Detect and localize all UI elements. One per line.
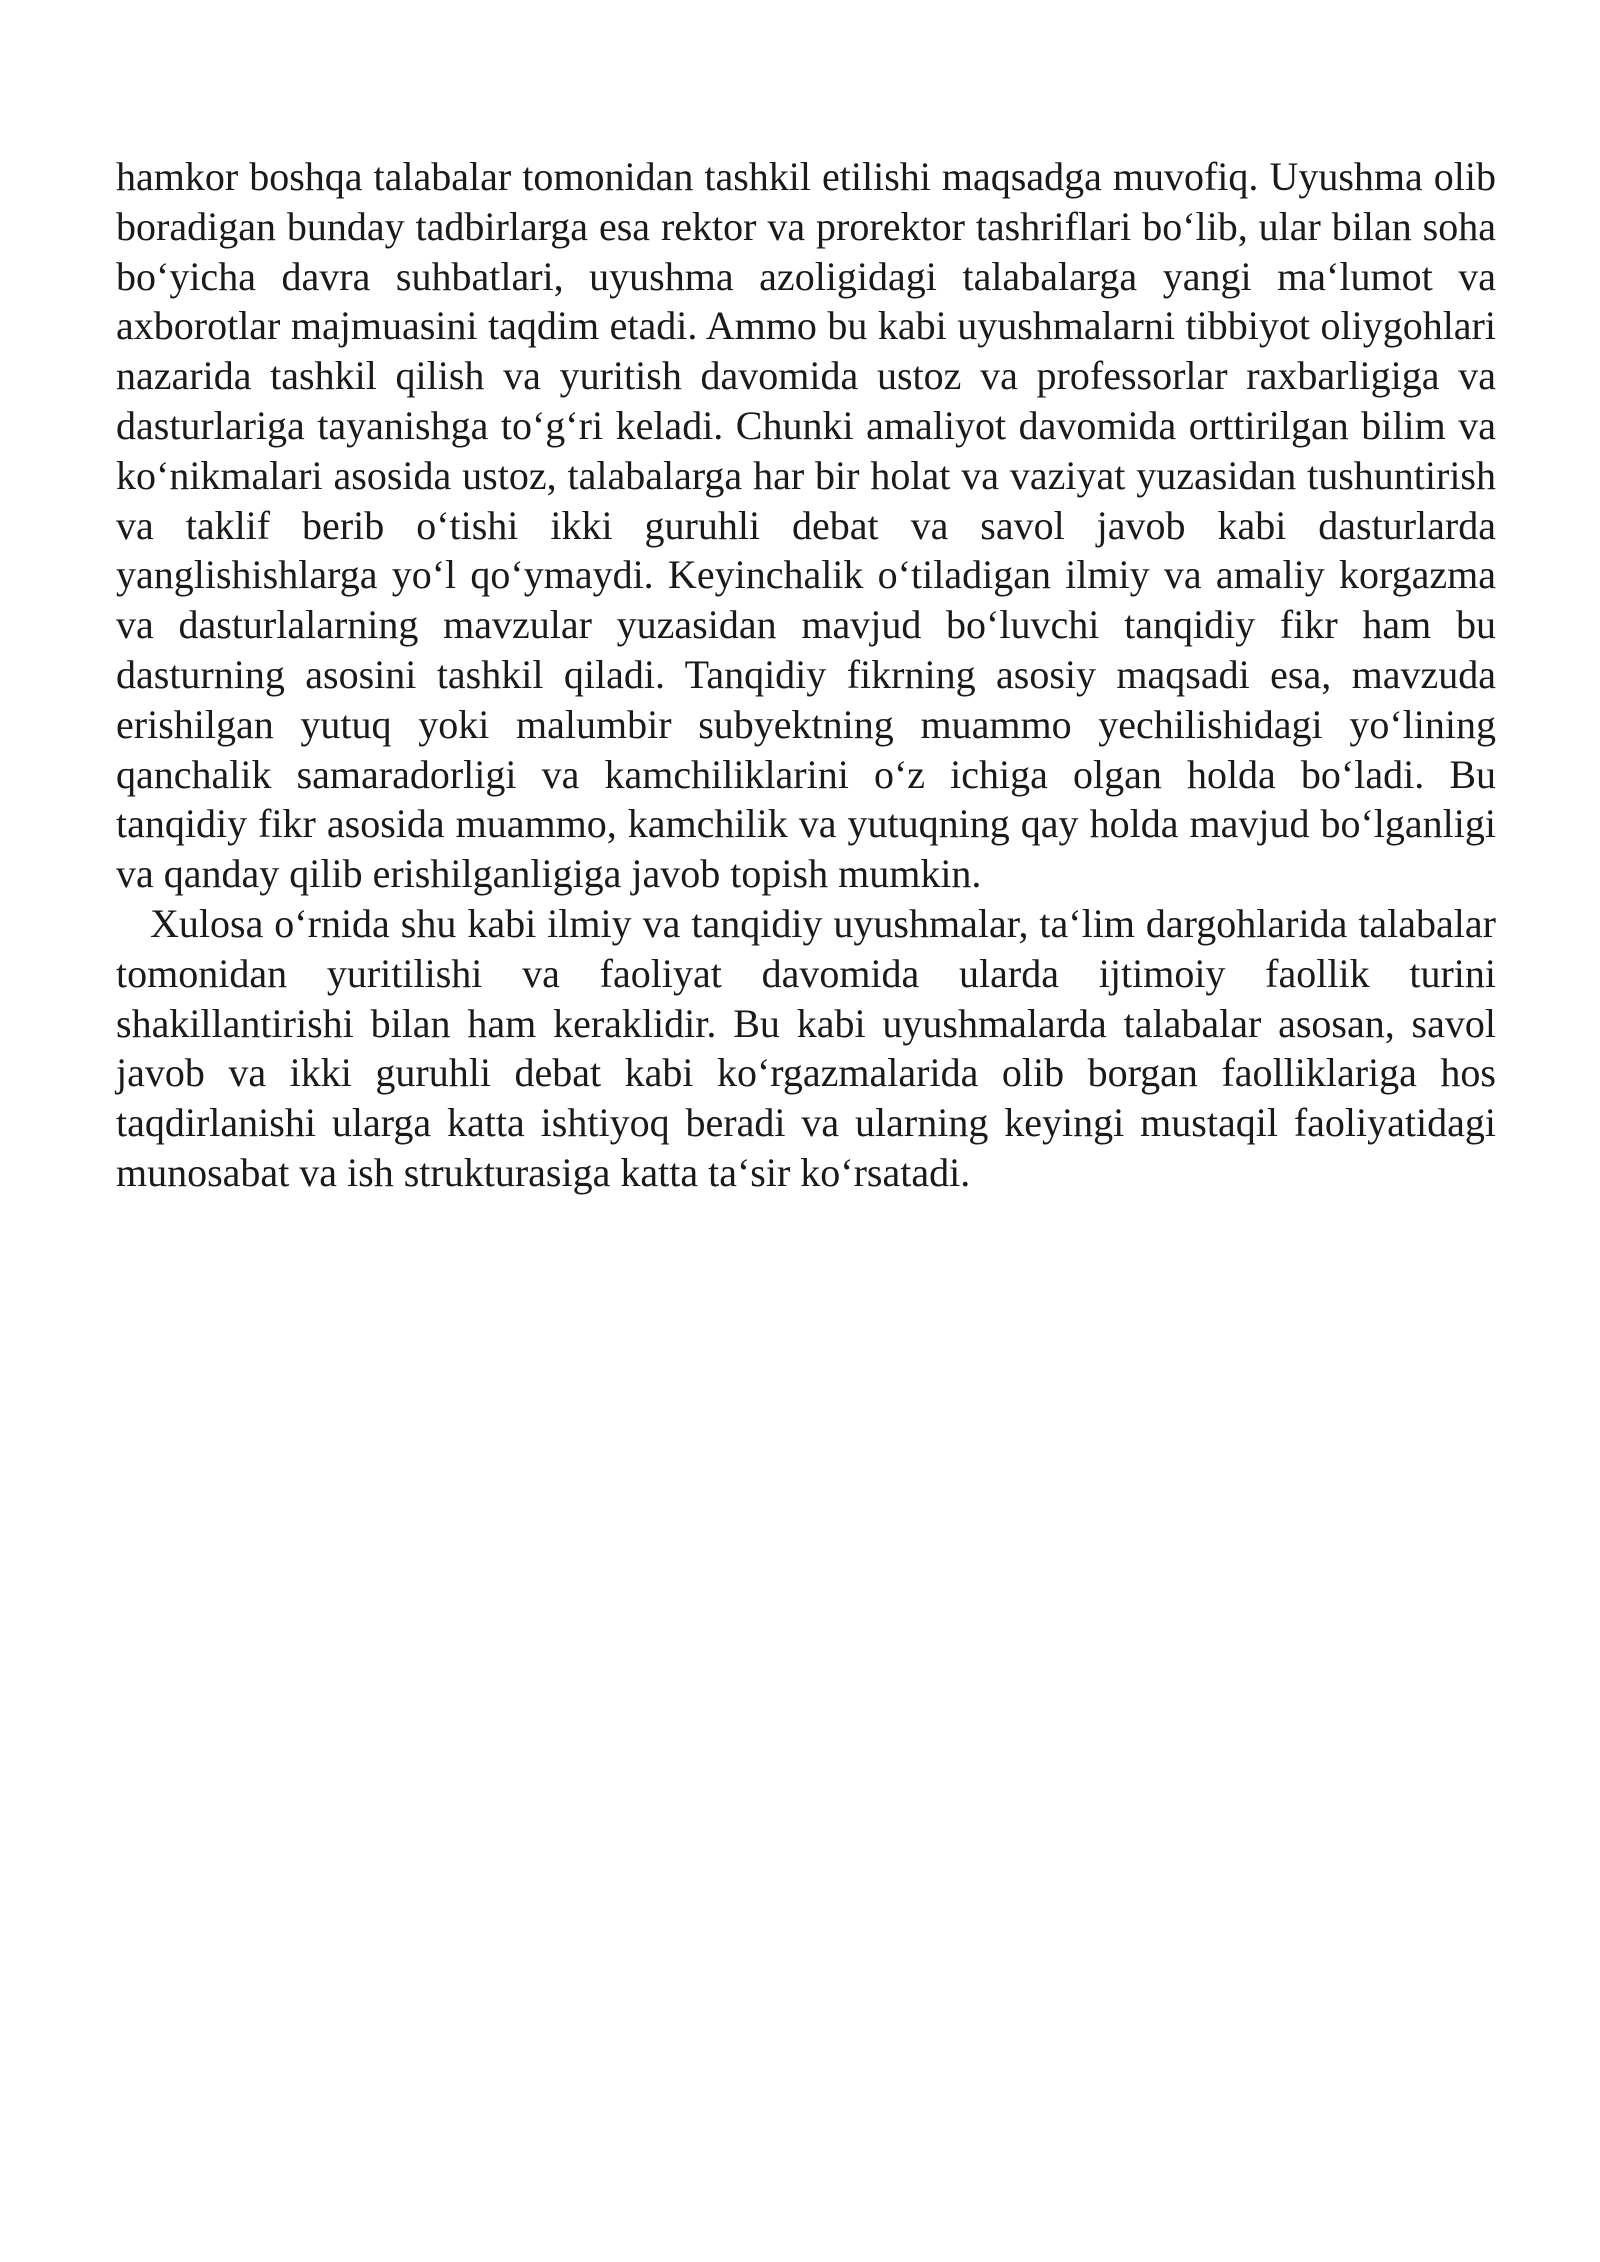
- paragraph-conclusion: Xulosa o‘rnida shu kabi ilmiy va tanqidiy uyushmalar, ta‘lim dargohlarida talabalar tomonidan yuritilishi va faoliyat davomida ularda ijtimoiy faollik turini shakillantirishi bilan ham keraklidir. Bu kabi uyushmalarda talabalar asosan, savol javob va ikki guruhli debat kabi ko‘rgazmalarida olib borgan faolliklariga hos taqdirlanishi ularga katta ishtiyoq beradi va ularning keyingi mustaqil faoliyatidagi munosabat va ish strukturasiga katta ta‘sir ko‘rsatadi.: [116, 900, 1496, 1195]
- body-text: [116, 152, 1496, 1198]
- paragraph-continued: hamkor boshqa talabalar tomonidan tashkil etilishi maqsadga muvofiq. Uyushma olib boradigan bunday tadbirlarga esa rektor va prorektor tashriflari bo‘lib, ular bilan soha bo‘yicha davra suhbatlari, uyushma azoligidagi talabalarga yangi ma‘lumot va axborotlar majmuasini taqdim etadi. Ammo bu kabi uyushmalarni tibbiyot oliygohlari nazarida tashkil qilish va yuritish davomida ustoz va professorlar raxbarligiga va dasturlariga tayanishga to‘g‘ri keladi. Chunki amaliyot davomida orttirilgan bilim va ko‘nikmalari asosida ustoz, talabalarga har bir holat va vaziyat yuzasidan tushuntirish va taklif berib o‘tishi ikki guruhli debat va savol javob kabi dasturlarda yanglishishlarga yo‘l qo‘ymaydi. Keyinchalik o‘tiladigan ilmiy va amaliy korgazma va dasturlalarning mavzular yuzasidan mavjud bo‘luvchi tanqidiy fikr ham bu dasturning asosini tashkil qiladi. Tanqidiy fikrning asosiy maqsadi esa, mavzuda erishilgan yutuq yoki malumbir subyektning muammo yechilishidagi yo‘lining qanchalik samaradorligi va kamchiliklarini o‘z ichiga olgan holda bo‘ladi. Bu tanqidiy fikr asosida muammo, kamchilik va yutuqning qay holda mavjud bo‘lganligi va qanday qilib erishilganligiga javob topish mumkin.: [116, 154, 1496, 897]
